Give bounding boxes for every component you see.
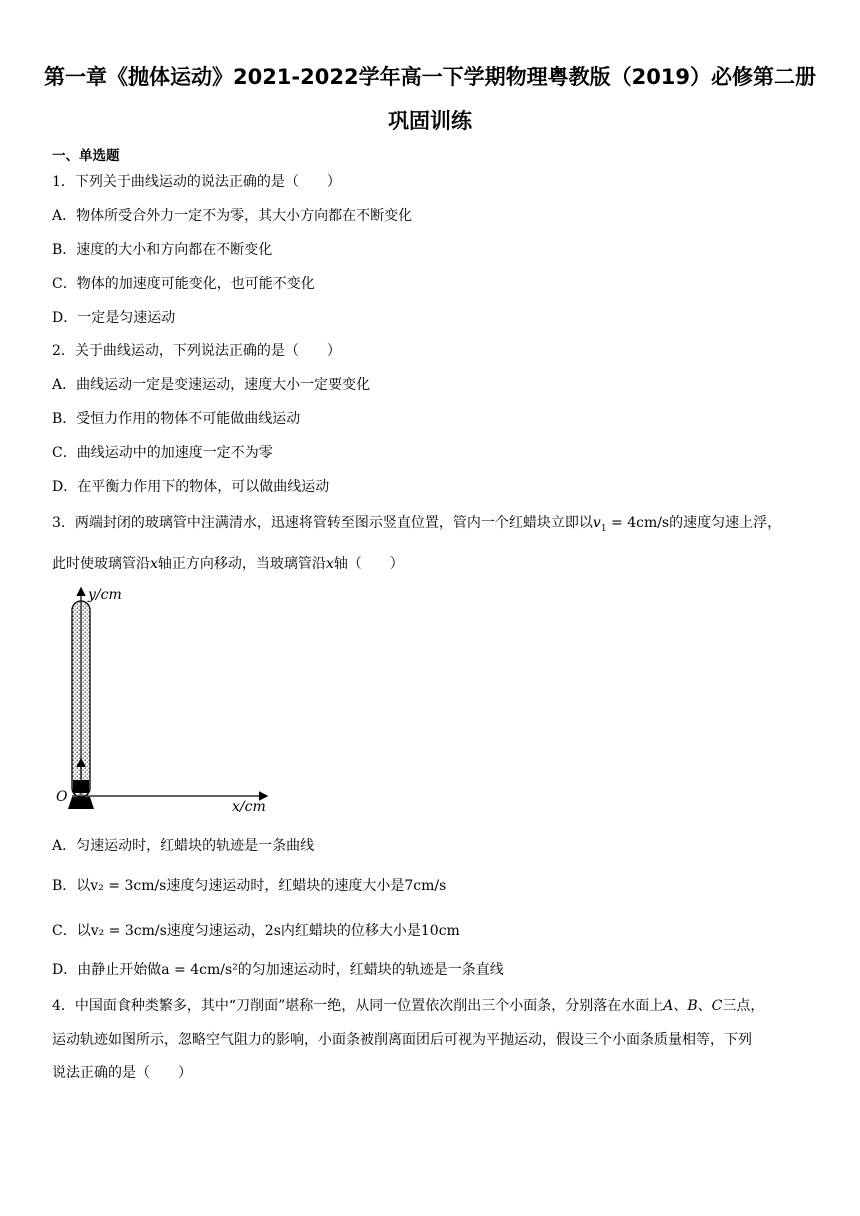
tube-stopper bbox=[68, 797, 94, 809]
question-3-stem-line2 bbox=[52, 553, 404, 575]
q3-stem-var-sub: 1 bbox=[600, 523, 607, 534]
question-4-stem-line3: 说法正确的是（ ） bbox=[52, 1065, 192, 1081]
q3-line2-text-c: 轴（ ） bbox=[333, 556, 404, 572]
question-2-option-a: A．曲线运动一定是变速运动，速度大小一定要变化 bbox=[52, 377, 371, 393]
question-3-option-a: A．匀速运动时，红蜡块的轨迹是一条曲线 bbox=[52, 838, 315, 854]
q4-line1-text-b: 三点， bbox=[722, 998, 765, 1014]
q3-stem-text-a: 3．两端封闭的玻璃管中注满清水，迅速将管转至图示竖直位置，管内一个红蜡块立即以 bbox=[52, 515, 593, 531]
question-3-option-b: B．以v₂ = 3cm/s速度匀速运动时，红蜡块的速度大小是7cm/s bbox=[52, 878, 447, 894]
section-heading: 一、单选题 bbox=[52, 148, 120, 164]
glass-tube-figure bbox=[52, 583, 282, 818]
question-3-option-c: C．以v₂ = 3cm/s速度匀速运动，2s内红蜡块的位移大小是10cm bbox=[52, 923, 460, 939]
question-2-option-b: B．受恒力作用的物体不可能做曲线运动 bbox=[52, 411, 301, 427]
question-1-option-a: A．物体所受合外力一定不为零，其大小方向都在不断变化 bbox=[52, 208, 413, 224]
q3-line2-text-b: 轴正方向移动，当玻璃管沿 bbox=[157, 556, 326, 572]
q4-point-a: A bbox=[663, 998, 674, 1014]
question-1-option-b: B．速度的大小和方向都在不断变化 bbox=[52, 242, 273, 258]
question-3-option-d: D．由静止开始做a = 4cm/s²的匀加速运动时，红蜡块的轨迹是一条直线 bbox=[52, 962, 504, 978]
q4-line1-text-a: 4．中国面食种类繁多，其中“刀削面”堪称一绝，从同一位置依次削出三个小面条，分别落在水面上 bbox=[52, 998, 664, 1014]
q4-point-c: C bbox=[711, 998, 723, 1014]
question-2-option-d: D．在平衡力作用下的物体，可以做曲线运动 bbox=[52, 479, 330, 495]
question-1-option-d: D．一定是匀速运动 bbox=[52, 310, 176, 326]
q3-stem-var-v: v bbox=[592, 515, 601, 531]
origin-label: O bbox=[56, 789, 68, 805]
document-title-line1: 第一章《抛体运动》2021-2022学年高一下学期物理粤教版（2019）必修第二册 bbox=[43, 65, 817, 89]
q3-line2-var-x2: x bbox=[325, 556, 334, 572]
wax-block bbox=[73, 780, 89, 793]
q4-sep1: 、 bbox=[673, 998, 688, 1014]
question-2-stem: 2．关于曲线运动，下列说法正确的是（ ） bbox=[52, 343, 341, 359]
q3-stem-text-b: = 4cm/s的速度匀速上浮， bbox=[606, 515, 782, 531]
q4-sep2: 、 bbox=[697, 998, 712, 1014]
question-2-option-c: C．曲线运动中的加速度一定不为零 bbox=[52, 445, 273, 461]
question-1-option-c: C．物体的加速度可能变化，也可能不变化 bbox=[52, 276, 315, 292]
q4-point-b: B bbox=[687, 998, 698, 1014]
x-axis-label: x/cm bbox=[232, 799, 266, 815]
document-title-line2: 巩固训练 bbox=[388, 109, 472, 133]
q3-line2-text-a: 此时使玻璃管沿 bbox=[52, 556, 150, 572]
question-4-stem-line2: 运动轨迹如图所示，忽略空气阻力的影响，小面条被削离面团后可视为平抛运动，假设三个小面条质量相等，下列 bbox=[52, 1032, 752, 1048]
question-3-stem-line1 bbox=[52, 512, 781, 540]
question-4-stem-line1 bbox=[52, 995, 764, 1017]
y-axis-label: y/cm bbox=[88, 587, 122, 603]
q3-line2-var-x: x bbox=[150, 556, 158, 572]
question-1-stem: 1．下列关于曲线运动的说法正确的是（ ） bbox=[52, 174, 341, 190]
